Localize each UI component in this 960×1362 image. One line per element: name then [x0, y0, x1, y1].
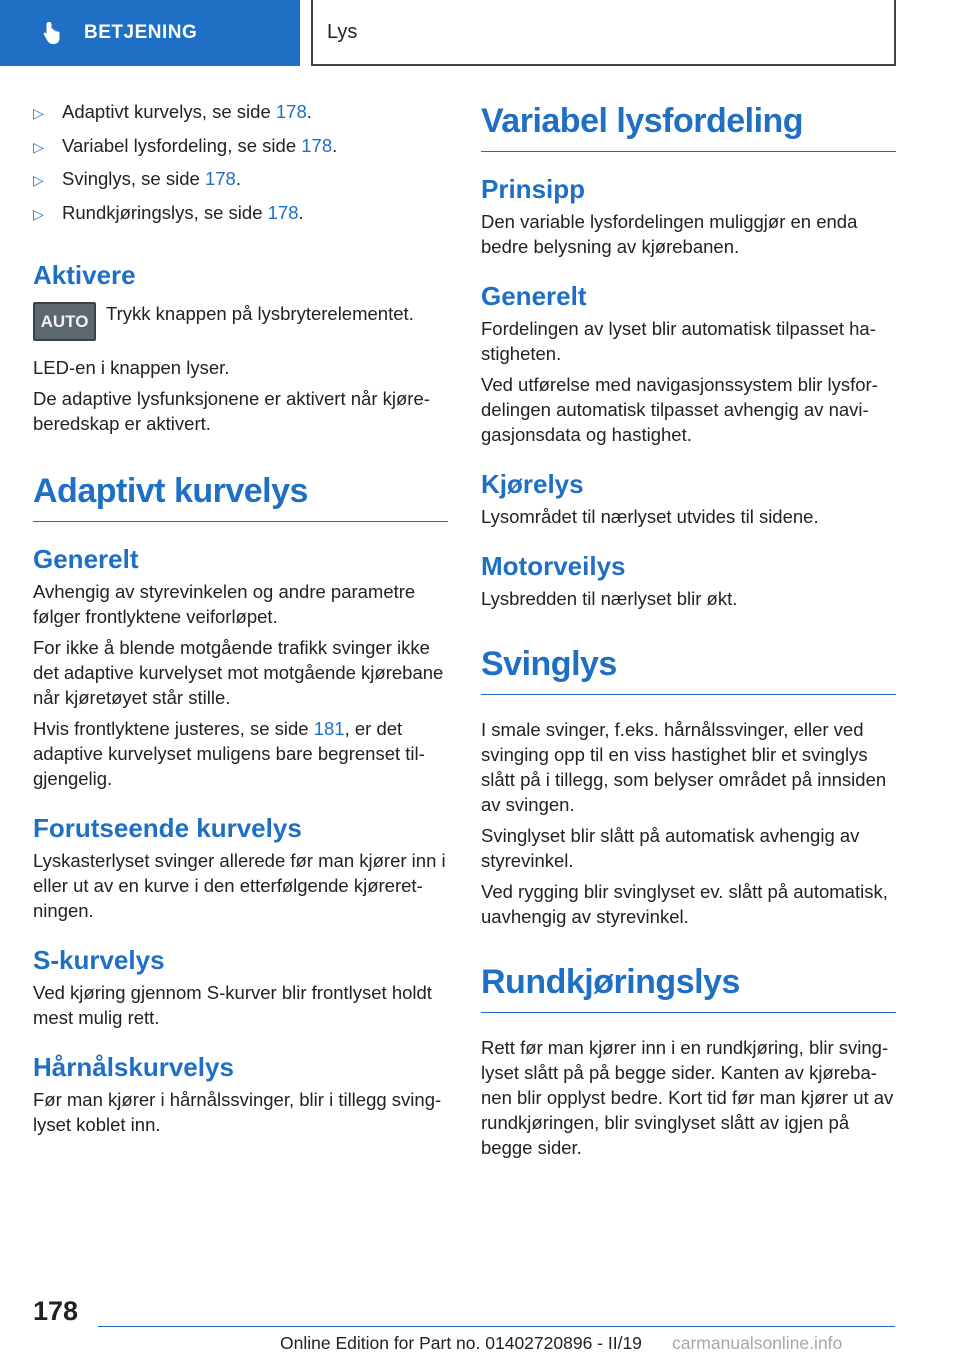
section-tab-label: BETJENING — [84, 22, 198, 43]
harnalskurvelys-heading: Hårnålskurvelys — [33, 1052, 234, 1082]
page-header — [0, 0, 960, 66]
chapter-title: Lys — [311, 0, 896, 66]
list-item: ▷ Svinglys, se side 178. — [33, 163, 448, 197]
paragraph: I smale svinger, f.eks. hårnålssvinger, eller ved svinging opp til en viss hastighet blir et svinglys slått på i tillegg, som belyser området på innsiden av svingen. — [481, 719, 887, 815]
paragraph: Før man kjører i hårnålssvinger, blir i tillegg svinglyset koblet inn. — [33, 1089, 442, 1135]
auto-button-icon: AUTO — [33, 302, 96, 341]
paragraph: Lyskasterlyset svinger allerede før man kjører inn i eller ut av en kurve i den etterfølgende kjøreretningen. — [33, 850, 446, 921]
page-number: 178 — [33, 1296, 79, 1326]
paragraph: Rett før man kjører inn i en rundkjøring, blir svinglyset slått på på begge sider. Kanten av kjørebanen blir opplyst bedre. Kort tid før man kjører ut av rundkjøringen, blir svinglyset slått av igjen på begge sider. — [481, 1037, 894, 1158]
paragraph: For ikke å blende motgående trafikk svinger ikke det adaptive kurvelyset mot motgående kjørebane når kjøretøyet står stille. — [33, 637, 444, 708]
triangle-bullet-icon: ▷ — [33, 172, 44, 188]
motorveilys-heading: Motorveilys — [481, 551, 626, 581]
footer-divider — [98, 1326, 895, 1327]
triangle-bullet-icon: ▷ — [33, 205, 44, 222]
forutseende-heading: Forutseende kurvelys — [33, 813, 302, 843]
aktivere-heading: Aktivere — [33, 260, 136, 290]
paragraph: De adaptive lysfunksjonene er aktivert når kjøreberedskap er aktivert. — [33, 388, 430, 434]
auto-instruction-text: Trykk knappen på lysbryterelementet. — [106, 303, 414, 324]
right-column — [481, 96, 896, 1166]
cross-reference-list — [33, 96, 448, 230]
section-heading-rundkjoring: Rundkjøringslys — [481, 963, 896, 1013]
paragraph: Lysbredden til nærlyset blir økt. — [481, 588, 738, 609]
watermark: carmanualsonline.info — [672, 1333, 843, 1353]
paragraph: Ved kjøring gjennom S-kurver blir frontlyset holdt mest mulig rett. — [33, 982, 432, 1028]
paragraph: Lysområdet til nærlyset utvides til sidene. — [481, 506, 819, 527]
paragraph: Ved utførelse med navigasjonssystem blir lysfordelingen automatisk tilpasset avhengig av navigasjonsdata og hastighet. — [481, 374, 878, 445]
triangle-bullet-icon: ▷ — [33, 138, 44, 155]
s-kurvelys-heading: S-kurvelys — [33, 945, 165, 975]
page-link[interactable]: 178 — [301, 134, 333, 156]
page-link[interactable]: 178 — [275, 101, 307, 122]
paragraph: Svinglyset blir slått på automatisk avhengig av styrevinkel. — [481, 825, 860, 871]
generelt-heading-right: Generelt — [481, 281, 587, 311]
generelt-heading: Generelt — [33, 544, 139, 574]
page-link[interactable]: 178 — [204, 168, 236, 189]
section-heading-variabel: Variabel lysfordeling — [481, 102, 896, 152]
kjorelys-heading: Kjørelys — [481, 469, 584, 499]
prinsipp-heading: Prinsipp — [481, 174, 586, 204]
page-link[interactable]: 181 — [313, 718, 345, 739]
auto-instruction — [33, 301, 448, 341]
edition-text: Online Edition for Part no. 01402720896 - II/19 — [280, 1333, 642, 1353]
section-heading-svinglys: Svinglys — [481, 645, 896, 695]
section-tab[interactable] — [0, 0, 300, 66]
paragraph: Den variable lysfordelingen muliggjør en enda bedre belysning av kjørebanen. — [481, 211, 858, 257]
list-item: ▷ Adaptivt kurvelys, se side 178. — [33, 96, 448, 130]
list-item: ▷ Variabel lysfordeling, se side 178. — [33, 130, 448, 164]
paragraph: Fordelingen av lyset blir automatisk tilpasset hastigheten. — [481, 318, 876, 364]
section-heading-adaptive: Adaptivt kurvelys — [33, 472, 448, 522]
hand-pointer-icon — [40, 19, 68, 47]
paragraph: LED-en i knappen lyser. — [33, 357, 230, 378]
paragraph: Hvis frontlyktene justeres, se side 181, er det adaptive kurvelyset muligens bare begrenset tilgjengelig. — [33, 718, 425, 789]
paragraph: Avhengig av styrevinkelen og andre parametre følger frontlyktene veiforløpet. — [33, 581, 416, 627]
paragraph: Ved rygging blir svinglyset ev. slått på automatisk, uavhengig av styrevinkel. — [481, 881, 888, 927]
triangle-bullet-icon: ▷ — [33, 105, 44, 121]
page-link[interactable]: 178 — [267, 201, 299, 223]
left-column — [33, 96, 448, 1143]
list-item: ▷ Rundkjøringslys, se side 178. — [33, 197, 448, 231]
